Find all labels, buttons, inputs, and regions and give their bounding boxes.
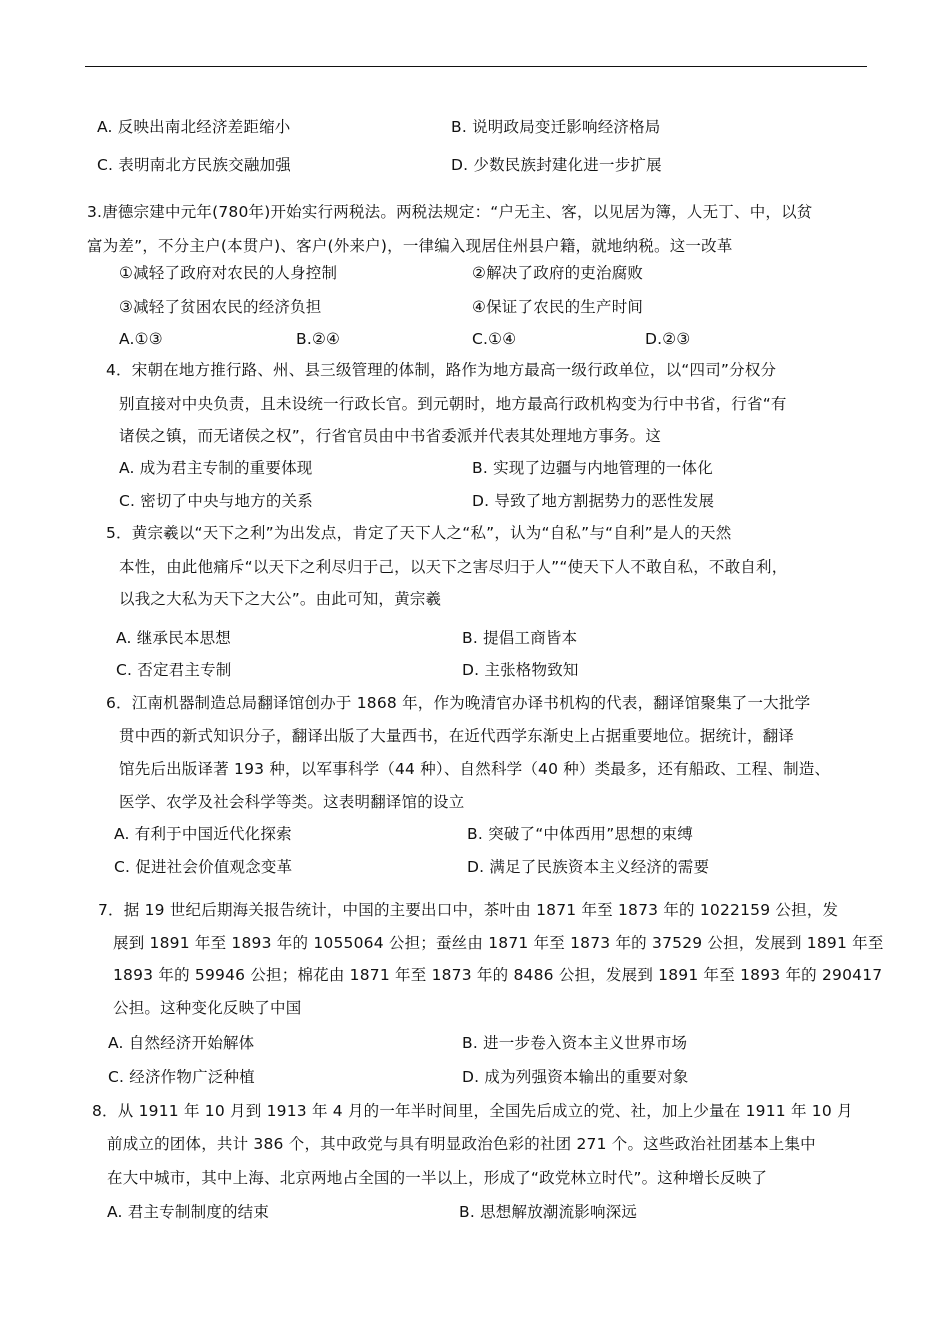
- q2-option-b[interactable]: B. 说明政局变迁影响经济格局: [451, 118, 661, 136]
- q2-option-c[interactable]: C. 表明南北方民族交融加强: [97, 156, 291, 174]
- q7-option-a[interactable]: A. 自然经济开始解体: [108, 1034, 255, 1052]
- q6-stem-line4: 医学、农学及社会科学等类。这表明翻译馆的设立: [119, 793, 465, 811]
- header-rule: [85, 66, 867, 67]
- q3-stem-line2: 富为差”，不分主户(本贯户)、客户(外来户)，一律编入现居住州县户籍，就地纳税。这一改革: [87, 237, 733, 255]
- q8-stem-line1: 8．从 1911 年 10 月到 1913 年 4 月的一年半时间里，全国先后成立的党、社，加上少量在 1911 年 10 月: [92, 1102, 853, 1120]
- q5-stem-line2: 本性，由此他痛斥“以天下之利尽归于己，以天下之害尽归于人”“使天下人不敢自私，不敢自利，: [119, 558, 788, 576]
- q4-option-a[interactable]: A. 成为君主专制的重要体现: [119, 459, 313, 477]
- q2-option-d[interactable]: D. 少数民族封建化进一步扩展: [451, 156, 662, 174]
- q5-option-b[interactable]: B. 提倡工商皆本: [462, 629, 578, 647]
- q3-stem-line1: 3.唐德宗建中元年(780年)开始实行两税法。两税法规定：“户无主、客，以见居为簿，人无丁、中，以贫: [87, 203, 813, 221]
- q3-item-1: ①减轻了政府对农民的人身控制: [119, 264, 338, 282]
- q5-option-a[interactable]: A. 继承民本思想: [116, 629, 231, 647]
- q6-stem-line1: 6．江南机器制造总局翻译馆创办于 1868 年，作为晚清官办译书机构的代表，翻译馆聚集了一大批学: [106, 694, 811, 712]
- q4-stem-line1: 4．宋朝在地方推行路、州、县三级管理的体制，路作为地方最高一级行政单位，以“四司”分权分: [106, 361, 777, 379]
- q3-option-a[interactable]: A.①③: [119, 330, 163, 348]
- q8-option-b[interactable]: B. 思想解放潮流影响深远: [459, 1203, 638, 1221]
- q7-option-b[interactable]: B. 进一步卷入资本主义世界市场: [462, 1034, 688, 1052]
- q4-option-c[interactable]: C. 密切了中央与地方的关系: [119, 492, 313, 510]
- q8-option-a[interactable]: A. 君主专制制度的结束: [107, 1203, 270, 1221]
- q7-option-c[interactable]: C. 经济作物广泛种植: [108, 1068, 255, 1086]
- q6-option-c[interactable]: C. 促进社会价值观念变革: [114, 858, 293, 876]
- q6-stem-line2: 贯中西的新式知识分子，翻译出版了大量西书，在近代西学东渐史上占据重要地位。据统计，翻译: [119, 727, 795, 745]
- q8-stem-line3: 在大中城市，其中上海、北京两地占全国的一半以上，形成了“政党林立时代”。这种增长反映了: [107, 1169, 768, 1187]
- q3-option-b[interactable]: B.②④: [296, 330, 341, 348]
- q6-option-d[interactable]: D. 满足了民族资本主义经济的需要: [467, 858, 710, 876]
- q3-item-3: ③减轻了贫困农民的经济负担: [119, 298, 322, 316]
- q4-stem-line2: 别直接对中央负责，且未设统一行政长官。到元朝时，地方最高行政机构变为行中书省，行省“有: [119, 395, 787, 413]
- q4-stem-line3: 诸侯之镇，而无诸侯之权”，行省官员由中书省委派并代表其处理地方事务。这: [119, 427, 662, 445]
- q5-stem-line3: 以我之大私为天下之大公”。由此可知，黄宗羲: [119, 590, 442, 608]
- q7-option-d[interactable]: D. 成为列强资本输出的重要对象: [462, 1068, 689, 1086]
- q3-item-4: ④保证了农民的生产时间: [472, 298, 644, 316]
- q2-option-a[interactable]: A. 反映出南北经济差距缩小: [97, 118, 291, 136]
- q5-option-c[interactable]: C. 否定君主专制: [116, 661, 232, 679]
- q8-stem-line2: 前成立的团体，共计 386 个，其中政党与具有明显政治色彩的社团 271 个。这些政治社团基本上集中: [107, 1135, 816, 1153]
- q7-stem-line4: 公担。这种变化反映了中国: [113, 999, 302, 1017]
- q7-stem-line2: 展到 1891 年至 1893 年的 1055064 公担；蚕丝由 1871 年至 1873 年的 37529 公担，发展到 1891 年至: [113, 934, 884, 952]
- q5-stem-line1: 5．黄宗羲以“天下之利”为出发点，肯定了天下人之“私”，认为“自私”与“自利”是人的天然: [106, 524, 732, 542]
- q6-option-b[interactable]: B. 突破了“中体西用”思想的束缚: [467, 825, 693, 843]
- q6-option-a[interactable]: A. 有利于中国近代化探索: [114, 825, 292, 843]
- q3-item-2: ②解决了政府的吏治腐败: [472, 264, 644, 282]
- q3-option-c[interactable]: C.①④: [472, 330, 517, 348]
- q4-option-d[interactable]: D. 导致了地方割据势力的恶性发展: [472, 492, 715, 510]
- q5-option-d[interactable]: D. 主张格物致知: [462, 661, 579, 679]
- q6-stem-line3: 馆先后出版译著 193 种，以军事科学（44 种）、自然科学（40 种）类最多，还有船政、工程、制造、: [119, 760, 831, 778]
- q3-option-d[interactable]: D.②③: [645, 330, 691, 348]
- q4-option-b[interactable]: B. 实现了边疆与内地管理的一体化: [472, 459, 713, 477]
- q7-stem-line1: 7．据 19 世纪后期海关报告统计，中国的主要出口中，茶叶由 1871 年至 1873 年的 1022159 公担，发: [98, 901, 839, 919]
- q7-stem-line3: 1893 年的 59946 公担；棉花由 1871 年至 1873 年的 8486 公担，发展到 1891 年至 1893 年的 290417: [113, 966, 883, 984]
